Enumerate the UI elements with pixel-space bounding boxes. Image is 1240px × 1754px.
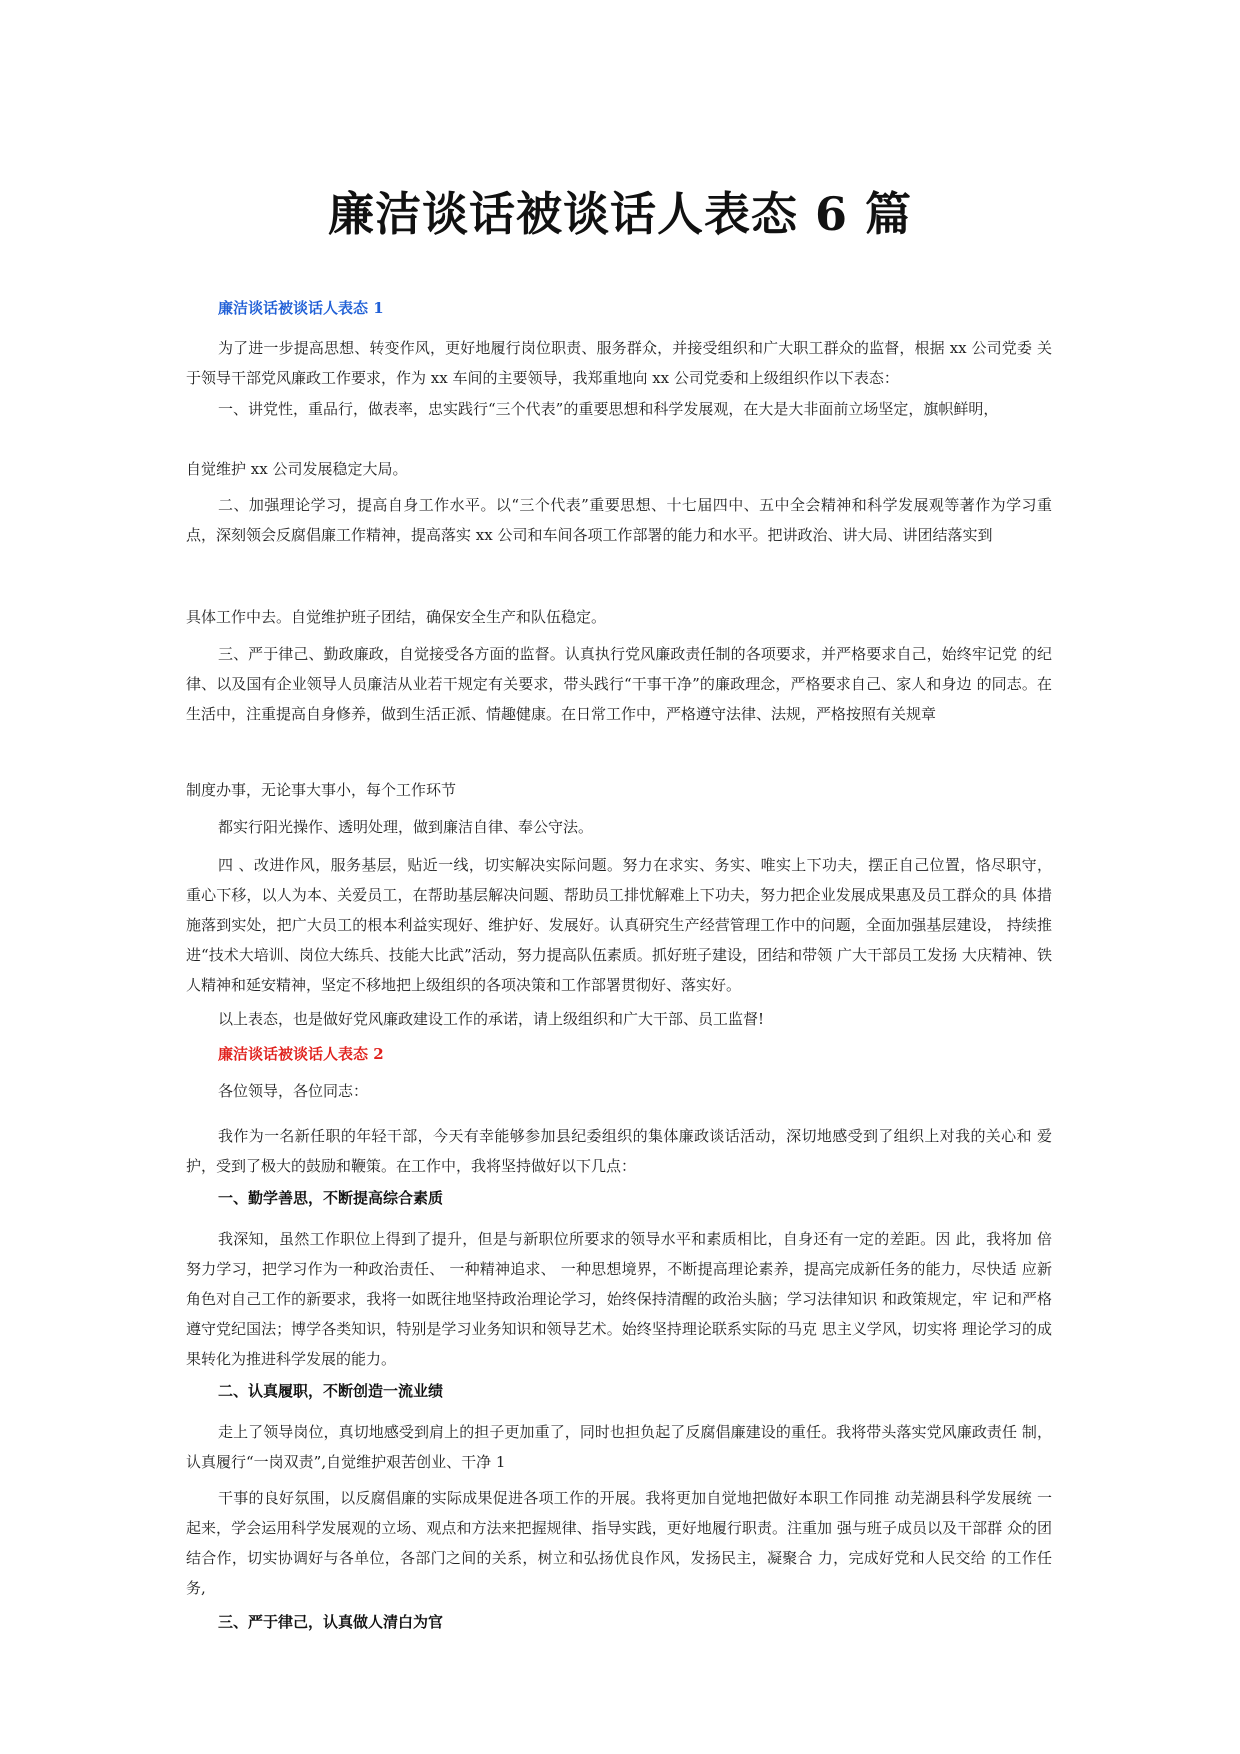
section2-sub2-paragraph-1: 走上了领导岗位，真切地感受到肩上的担子更加重了，同时也担负起了反腐倡廉建设的重任。我将带头落实党风廉政责任 制，认真履行“一岗双责”,自觉维护艰苦创业、干净 1 <box>186 1423 1052 1471</box>
section1-paragraph-point3-cont: 制度办事，无论事大事小，每个工作环节 <box>186 781 457 799</box>
section1-heading: 廉洁谈话被谈话人表态 1 <box>218 299 384 317</box>
section1-paragraph-point4: 四 、改进作风，服务基层，贴近一线，切实解决实际问题。努力在求实、务实、唯实上下功夫，摆正自己位置，恪尽职守， 重心下移，以人为本、关爱员工，在帮助基层解决问题、帮助员工排忧解难上下功夫，努力把企业发展成果惠及员工群众的具 体措施落到实处，把广大员工的根本利益实现好、维护好、发展好。认真研究生产经营管理工作中的问题，全面加强基层建设， 持续推进“技术大培训、岗位大练兵、技能大比武”活动，努力提高队伍素质。抓好班子建设，团结和带领 广大干部员工发扬 大庆精神、铁人精神和延安精神，坚定不移地把上级组织的各项决策和工作部署贯彻好、落实好。 <box>186 856 1052 994</box>
section2-intro: 我作为一名新任职的年轻干部，今天有幸能够参加县纪委组织的集体廉政谈话活动，深切地感受到了组织上对我的关心和 爱护，受到了极大的鼓励和鞭策。在工作中，我将坚持做好以下几点： <box>186 1127 1052 1175</box>
section1-paragraph-point1-cont: 自觉维护 xx 公司发展稳定大局。 <box>186 460 408 478</box>
section2-subheading-2: 二、认真履职，不断创造一流业绩 <box>218 1382 444 1400</box>
section2-greeting: 各位领导，各位同志： <box>218 1082 369 1100</box>
section1-paragraph-point1: 一、讲党性，重品行，做表率，忠实践行“三个代表”的重要思想和科学发展观，在大是大非面前立场坚定，旗帜鲜明， <box>218 400 999 418</box>
section2-heading: 廉洁谈话被谈话人表态 2 <box>218 1045 384 1063</box>
section1-paragraph-point2-cont: 具体工作中去。自觉维护班子团结，确保安全生产和队伍稳定。 <box>186 608 607 626</box>
section1-paragraph-point2: 二、加强理论学习，提高自身工作水平。以“三个代表”重要思想、十七届四中、五中全会精神和科学发展观等著作为学习重点，深刻领会反腐倡廉工作精神，提高落实 xx 公司和车间各项工作部署的能力和水平。把讲政治、讲大局、讲团结落实到 <box>186 496 1052 544</box>
section2-sub2-paragraph-2: 干事的良好氛围，以反腐倡廉的实际成果促进各项工作的开展。我将更加自觉地把做好本职工作同推 动芜湖县科学发展统 一起来，学会运用科学发展观的立场、观点和方法来把握规律、指导实践，更好地履行职责。注重加 强与班子成员以及干部群 众的团结合作，切实协调好与各单位，各部门之间的关系，树立和弘扬优良作风，发扬民主，凝聚合 力，完成好党和人民交给 的工作任务, <box>186 1489 1052 1597</box>
section1-paragraph-intro: 为了进一步提高思想、转变作风，更好地履行岗位职责、服务群众，并接受组织和广大职工群众的监督，根据 xx 公司党委 关于领导干部党风廉政工作要求，作为 xx 车间的主要领导，我郑重地向 xx 公司党委和上级组织作以下表态： <box>186 339 1052 387</box>
section2-sub1-paragraph: 我深知，虽然工作职位上得到了提升，但是与新职位所要求的领导水平和素质相比，自身还有一定的差距。因 此，我将加 倍努力学习，把学习作为一种政治责任、 一种精神追求、 一种思想境界，不断提高理论素养，提高完成新任务的能力，尽快适 应新角色对自己工作的新要求，我将一如既往地坚持政治理论学习，始终保持清醒的政治头脑；学习法律知识 和政策规定，牢 记和严格遵守党纪国法；博学各类知识，特别是学习业务知识和领导艺术。始终坚持理论联系实际的马克 思主义学风，切实将 理论学习的成果转化为推进科学发展的能力。 <box>186 1230 1052 1368</box>
document-title: 廉洁谈话被谈话人表态 6 篇 <box>327 187 913 241</box>
section1-paragraph-point3-cont2: 都实行阳光操作、透明处理，做到廉洁自律、奉公守法。 <box>218 818 594 836</box>
section2-subheading-3: 三、严于律己，认真做人清白为官 <box>218 1613 444 1631</box>
section1-paragraph-closing: 以上表态，也是做好党风廉政建设工作的承诺，请上级组织和广大干部、员工监督! <box>218 1010 765 1028</box>
section1-paragraph-point3: 三、严于律己、勤政廉政，自觉接受各方面的监督。认真执行党风廉政责任制的各项要求，并严格要求自己，始终牢记党 的纪律、以及国有企业领导人员廉洁从业若干规定有关要求，带头践行“干事干净”的廉政理念，严格要求自己、家人和身边 的同志。在生活中，注重提高自身修养，做到生活正派、情趣健康。在日常工作中，严格遵守法律、法规，严格按照有关规章 <box>186 645 1052 723</box>
section2-subheading-1: 一、勤学善思，不断提高综合素质 <box>218 1189 444 1207</box>
